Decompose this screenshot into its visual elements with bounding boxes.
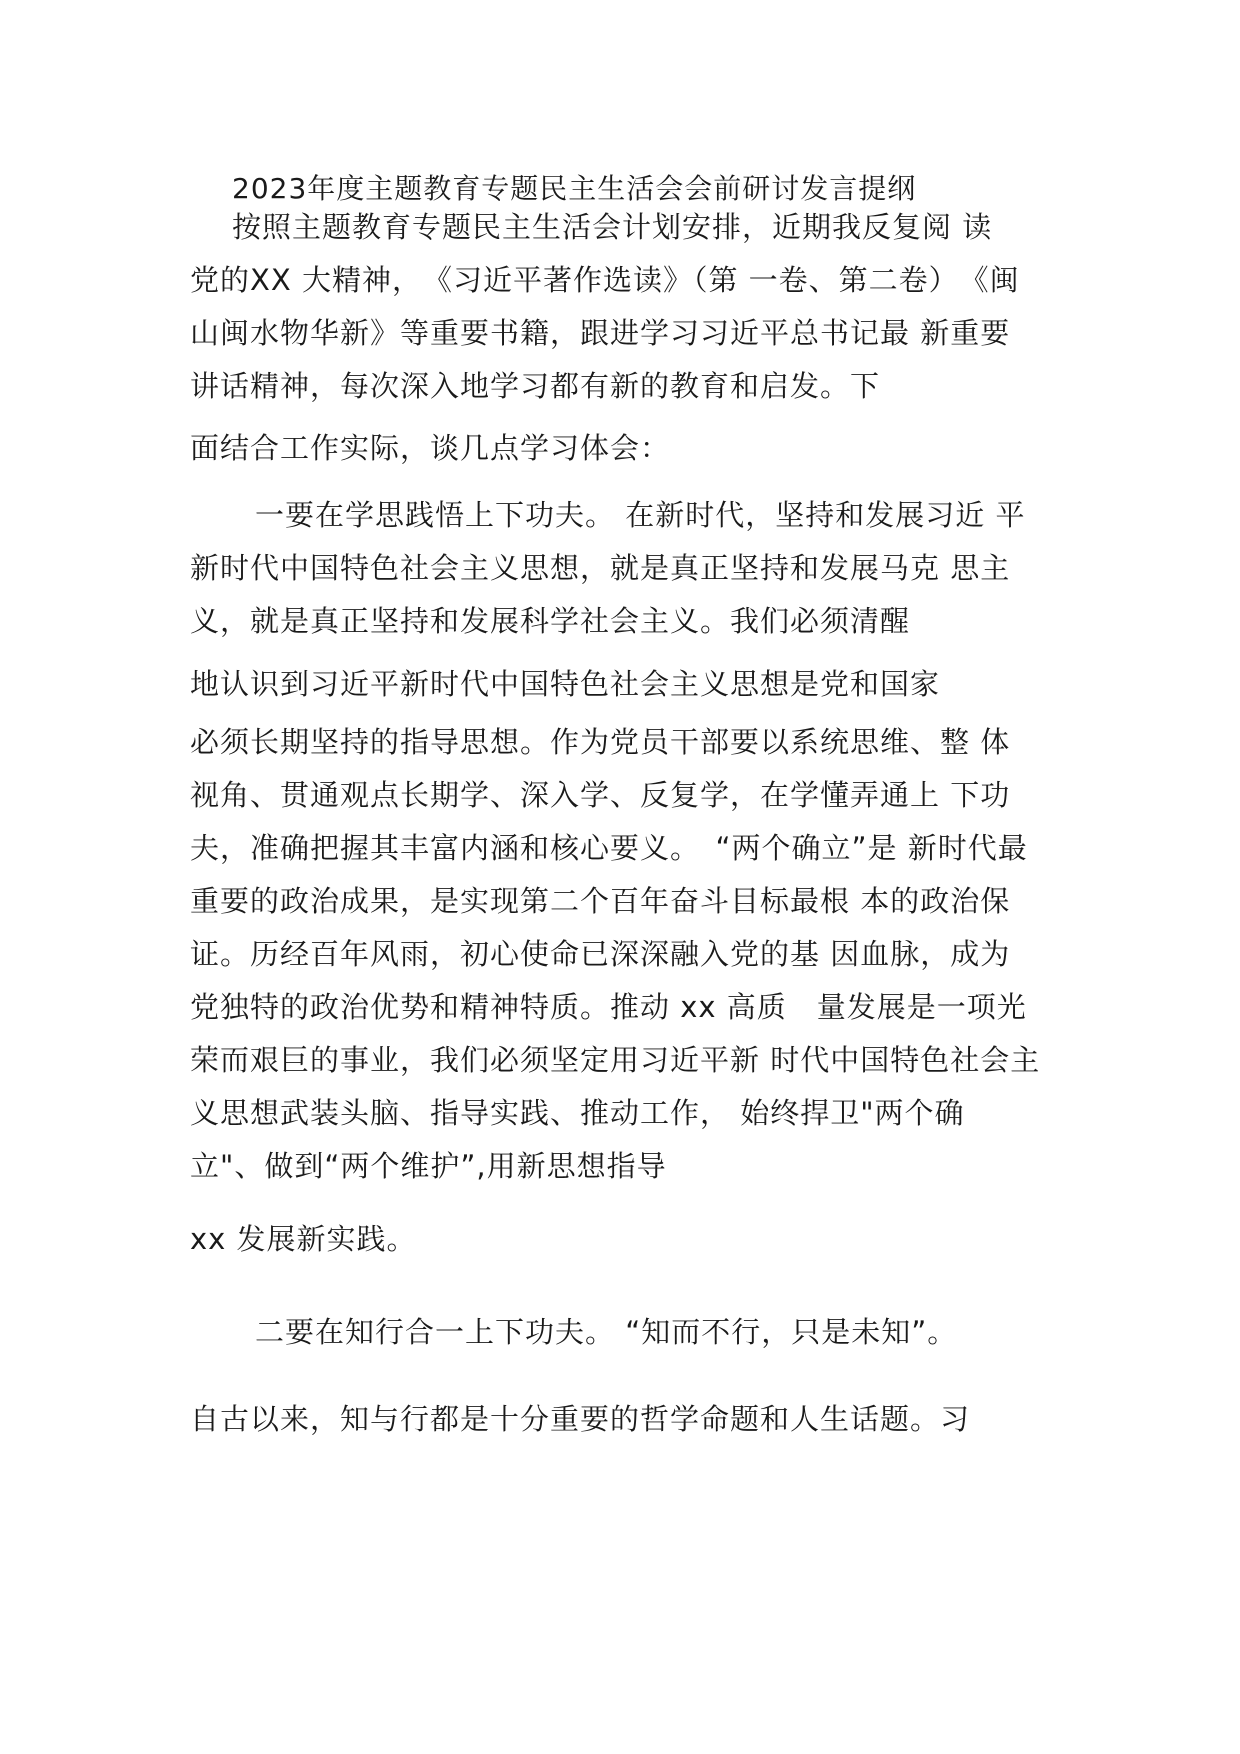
paragraph-line: 重要的政治成果，是实现第二个百年奋斗目标最根 本的政治保 xyxy=(190,884,1011,918)
paragraph-line: 必须长期坚持的指导思想。作为党员干部要以系统思维、整 体 xyxy=(190,725,1011,759)
paragraph-line: 义，就是真正坚持和发展科学社会主义。我们必须清醒 xyxy=(190,604,911,638)
paragraph-line: 立"、做到“两个维护”,用新思想指导 xyxy=(190,1149,667,1183)
paragraph-line: 山闽水物华新》等重要书籍，跟进学习习近平总书记最 新重要 xyxy=(190,316,1011,350)
paragraph-line: 证。历经百年风雨，初心使命已深深融入党的基 因血脉，成为 xyxy=(190,937,1011,971)
paragraph-line: 自古以来，知与行都是十分重要的哲学命题和人生话题。习 xyxy=(190,1402,971,1436)
paragraph-line: 新时代中国特色社会主义思想，就是真正坚持和发展马克 思主 xyxy=(190,551,1011,585)
paragraph-line: 夫，准确把握其丰富内涵和核心要义。 “两个确立”是 新时代最 xyxy=(190,831,1028,865)
paragraph-line: 地认识到习近平新时代中国特色社会主义思想是党和国家 xyxy=(190,667,941,701)
paragraph-line: 义思想武装头脑、指导实践、推动工作， 始终捍卫"两个确 xyxy=(190,1096,965,1130)
paragraph-line: 党独特的政治优势和精神特质。推动 xx 高质 量发展是一项光 xyxy=(190,990,1027,1024)
paragraph-line: 荣而艰巨的事业，我们必须坚定用习近平新 时代中国特色社会主 xyxy=(190,1043,1041,1077)
paragraph-line: 视角、贯通观点长期学、深入学、反复学，在学懂弄通上 下功 xyxy=(190,778,1011,812)
paragraph-line: 二要在知行合一上下功夫。 “知而不行，只是未知”。 xyxy=(255,1315,958,1349)
paragraph-line: 按照主题教育专题民主生活会计划安排，近期我反复阅 读 xyxy=(232,210,993,244)
paragraph-line: 面结合工作实际，谈几点学习体会： xyxy=(190,431,671,465)
document-title: 2023年度主题教育专题民主生活会会前研讨发言提纲 xyxy=(232,172,917,205)
paragraph-line: 党的XX 大精神， 《习近平著作选读》（第 一卷、第二卷） 《闽 xyxy=(190,263,1020,297)
paragraph-line: xx 发展新实践。 xyxy=(190,1222,417,1256)
paragraph-line: 一要在学思践悟上下功夫。 在新时代，坚持和发展习近 平 xyxy=(255,498,1026,532)
paragraph-line: 讲话精神，每次深入地学习都有新的教育和启发。下 xyxy=(190,369,881,403)
